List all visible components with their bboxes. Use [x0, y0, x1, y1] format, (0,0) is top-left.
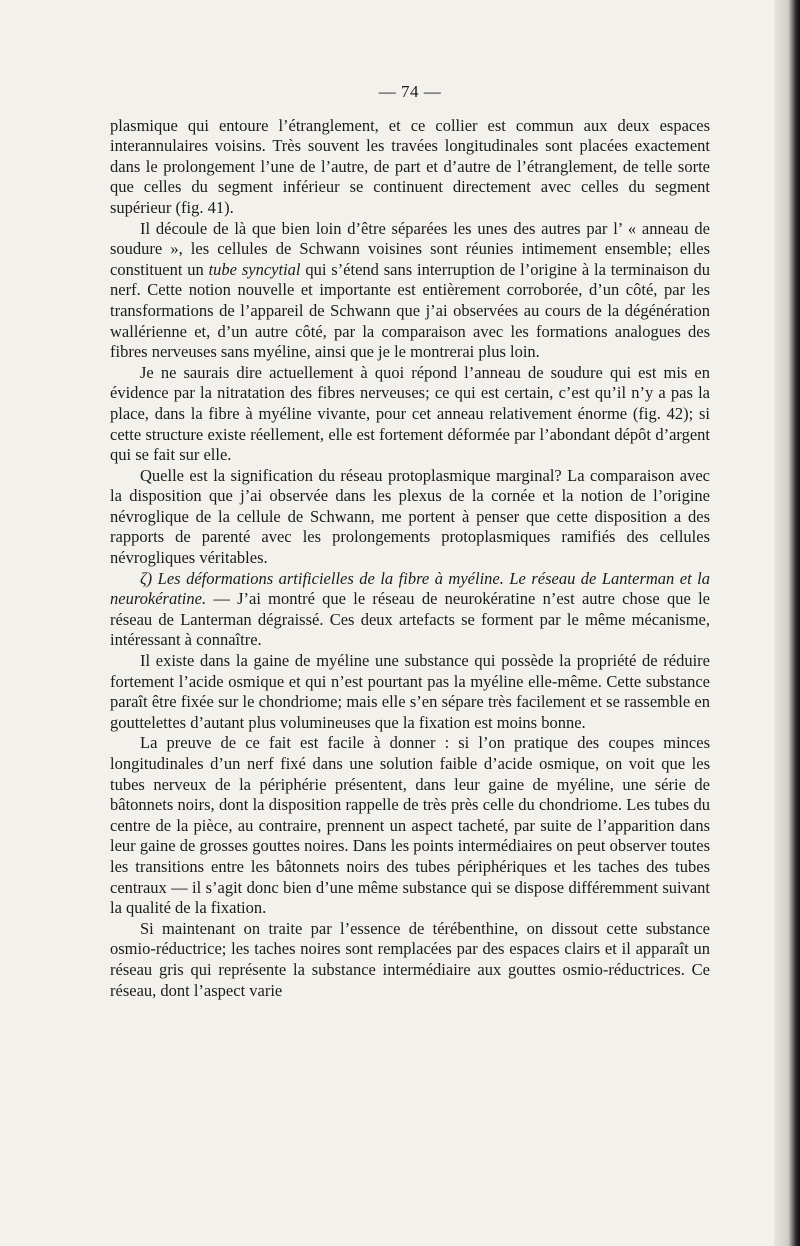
paragraph-5-text: — J’ai montré que le réseau de neurokératine n’est autre chose que le réseau de Lanterman dégraissé. Ces deux artefacts se forment par le même mécanisme, intéressant à connaître.	[110, 589, 710, 650]
paragraph-8: Si maintenant on traite par l’essence de térébenthine, on dissout cette substance osmio-réductrice; les taches noires sont remplacées par des espaces clairs et il apparaît un réseau gris qui représente la substance intermédiaire aux gouttes osmio-réductrices. Ce réseau, dont l’aspect varie	[110, 918, 710, 1000]
paragraph-7: La preuve de ce fait est facile à donner : si l’on pratique des coupes minces longitudinales d’un nerf fixé dans une solution faible d’acide osmique, on voit que les tubes nerveux de la périphérie présentent, dans leur gaine de myéline, une série de bâtonnets noirs, dont la disposition rappelle de très près celle du chondriome. Les tubes du centre de la pièce, au contraire, prennent un aspect tacheté, par suite de l’apparition dans leur gaine de grosses gouttes noires. Dans les points intermédiaires on peut observer toutes les transitions entre les bâtonnets noirs des tubes périphériques et les taches des tubes centraux — il s’agit donc bien d’une même substance qui se dispose différemment suivant la qualité de la fixation.	[110, 733, 710, 918]
section-heading-zeta: ζ) Les déformations artificielles de la fibre à myéline. Le réseau de Lanterman et la neurokératine.	[110, 568, 710, 609]
page-number: — 74 —	[378, 82, 442, 101]
scan-border-shadow	[774, 0, 800, 1246]
paragraph-6: Il existe dans la gaine de myéline une substance qui possède la propriété de réduire fortement l’acide osmique et qui n’est pourtant pas la myéline elle-même. Cette substance paraît être fixée sur le chondriome; mais elle s’en sépare très facilement et se rassemble en gouttelettes d’autant plus volumineuses que la fixation est moins bonne.	[110, 651, 710, 732]
paragraph-3: Je ne saurais dire actuellement à quoi répond l’anneau de soudure qui est mis en évidence par la nitratation des fibres nerveuses; ce qui est certain, c’est qu’il n’y a pas la place, dans la fibre à myéline vivante, pour cet anneau relativement énorme (fig. 42); si cette structure existe réellement, elle est fortement déformée par l’abondant dépôt d’argent qui se fait sur elle.	[110, 362, 710, 465]
paragraph-1: plasmique qui entoure l’étranglement, et ce collier est commun aux deux espaces interannulaires voisins. Très souvent les travées longitudinales sont placées exactement dans le prolongement l’une de l’autre, de part et d’autre de l’étranglement, de telle sorte que celles du segment inférieur se continuent directement avec celles du segment supérieur (fig. 41).	[110, 115, 710, 217]
emphasis-tube-syncytial: tube syncytial	[208, 259, 301, 279]
paragraph-5	[110, 569, 710, 651]
paragraph-2-text-after: qui s’étend sans interruption de l’origine à la terminaison du nerf. Cette notion nouvelle et importante est entièrement corroborée, d’un côté, par les transformations de l’appareil de Schwann que j’ai observées au cours de la dégénération wallérienne et, d’un autre côté, par la comparaison avec les formations analogues des fibres nerveuses sans myéline, ainsi que je le montrerai plus loin.	[110, 259, 710, 362]
book-page	[110, 82, 710, 1001]
paragraph-2	[110, 219, 710, 363]
paragraph-2-text-before: Il découle de là que bien loin d’être séparées les unes des autres par l’ « anneau de soudure », les cellules de Schwann voisines sont réunies intimement ensemble; elles constituent un	[110, 218, 710, 279]
paragraph-4: Quelle est la signification du réseau protoplasmique marginal? La comparaison avec la disposition que j’ai observée dans les plexus de la cornée et la notion de l’origine névroglique de la cellule de Schwann, me portent à penser que cette disposition a des rapports de parenté avec les prolongements protoplasmiques ramifiés des cellules névrogliques véritables.	[110, 465, 710, 568]
